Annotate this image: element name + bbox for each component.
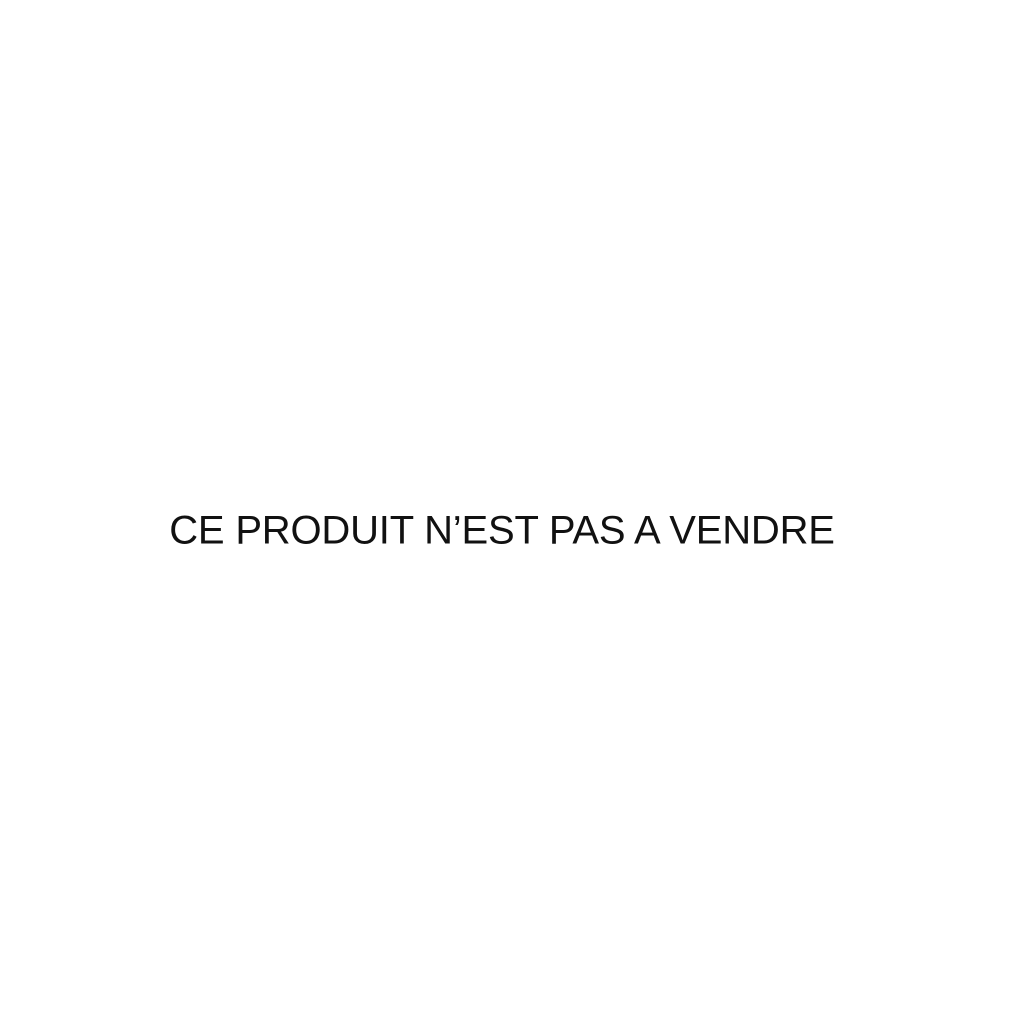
not-for-sale-text: CE PRODUIT N’EST PAS A VENDRE: [169, 508, 835, 553]
